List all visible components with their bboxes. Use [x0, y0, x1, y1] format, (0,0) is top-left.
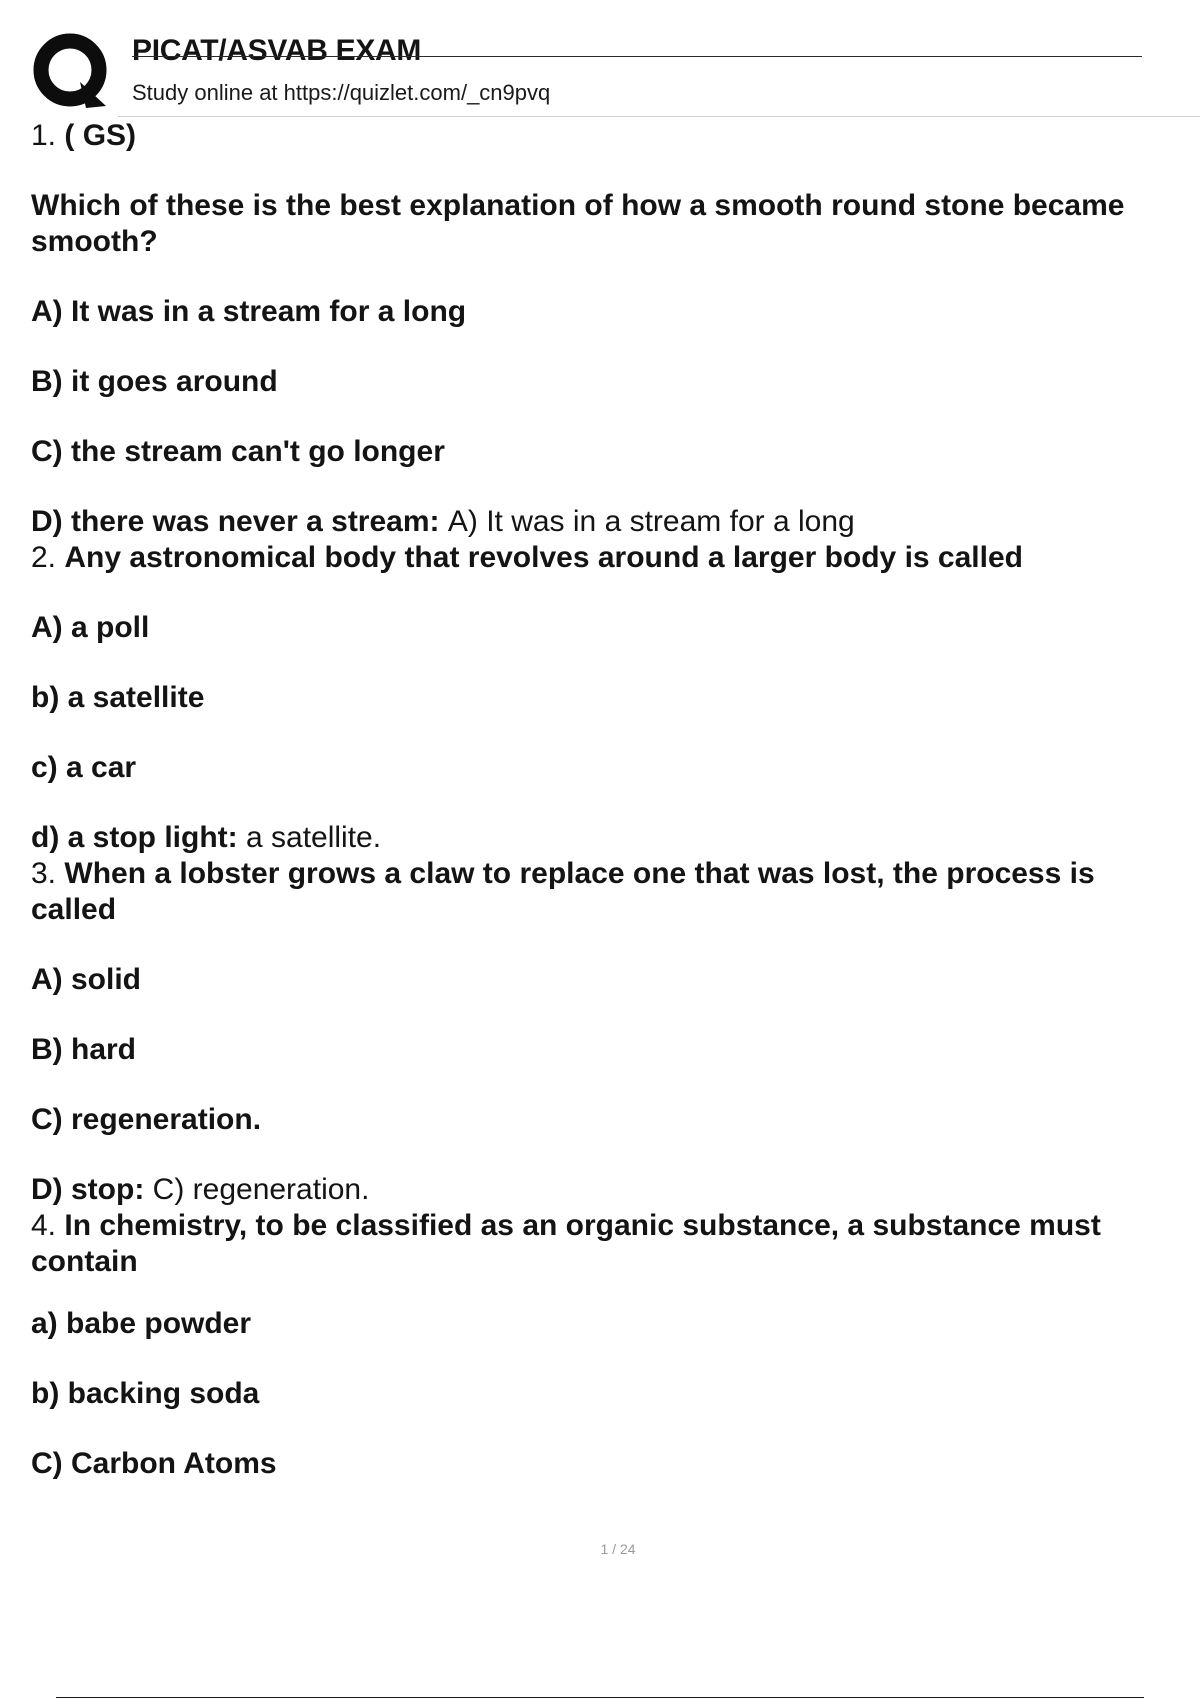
- option-d-with-answer: [31, 820, 1200, 856]
- question-prompt: Which of these is the best explanation of how a smooth round stone became smooth?: [31, 189, 1125, 258]
- question-2: [31, 540, 1200, 856]
- option-c: c) a car: [31, 751, 137, 784]
- question-1-heading: [31, 118, 1200, 154]
- header-divider: [118, 116, 1200, 117]
- title-rule: [132, 56, 1142, 57]
- option-d: D) stop:: [31, 1173, 145, 1206]
- flashcard-list: [31, 118, 1200, 1482]
- answer-text: A) It was in a stream for a long: [447, 505, 855, 538]
- question-number: 2.: [31, 541, 57, 574]
- option-c: C) Carbon Atoms: [31, 1447, 277, 1480]
- option-a: a) babe powder: [31, 1307, 252, 1340]
- question-lead: Any astronomical body that revolves around a larger body is called: [64, 541, 1023, 574]
- option-d: d) a stop light:: [31, 821, 238, 854]
- option-b: b) backing soda: [31, 1377, 260, 1410]
- question-1: [31, 118, 1200, 540]
- option-d: D) there was never a stream:: [31, 505, 440, 538]
- question-3-heading: [31, 856, 1200, 928]
- quizlet-q-logo-icon: [32, 32, 112, 112]
- document-header: [0, 0, 1200, 120]
- option-d-with-answer: [31, 1172, 1200, 1208]
- option-a: A) It was in a stream for a long: [31, 295, 467, 328]
- option-a: A) a poll: [31, 611, 150, 644]
- option-b: b) a satellite: [31, 681, 205, 714]
- question-3: [31, 856, 1200, 1208]
- question-lead: ( GS): [64, 119, 137, 152]
- option-b: B) hard: [31, 1033, 136, 1066]
- page-indicator: 1 / 24: [600, 1541, 636, 1557]
- option-c: C) regeneration.: [31, 1103, 262, 1136]
- question-2-heading: [31, 540, 1200, 576]
- question-lead: When a lobster grows a claw to replace one that was lost, the process is called: [31, 857, 1095, 926]
- question-4-heading: [31, 1208, 1200, 1280]
- option-d-with-answer: [31, 504, 1200, 540]
- footer-rule: [56, 1697, 1144, 1698]
- document-title: PICAT/ASVAB EXAM: [132, 34, 422, 67]
- option-a: A) solid: [31, 963, 141, 996]
- question-4: [31, 1208, 1200, 1482]
- option-b: B) it goes around: [31, 365, 278, 398]
- question-number: 1.: [31, 119, 57, 152]
- question-number: 4.: [31, 1209, 57, 1242]
- study-online-link[interactable]: Study online at https://quizlet.com/_cn9pvq: [132, 80, 551, 105]
- answer-text: a satellite.: [245, 821, 382, 854]
- question-number: 3.: [31, 857, 57, 890]
- question-lead: In chemistry, to be classified as an organic substance, a substance must contain: [31, 1209, 1101, 1278]
- option-c: C) the stream can't go longer: [31, 435, 445, 468]
- answer-text: C) regeneration.: [152, 1173, 370, 1206]
